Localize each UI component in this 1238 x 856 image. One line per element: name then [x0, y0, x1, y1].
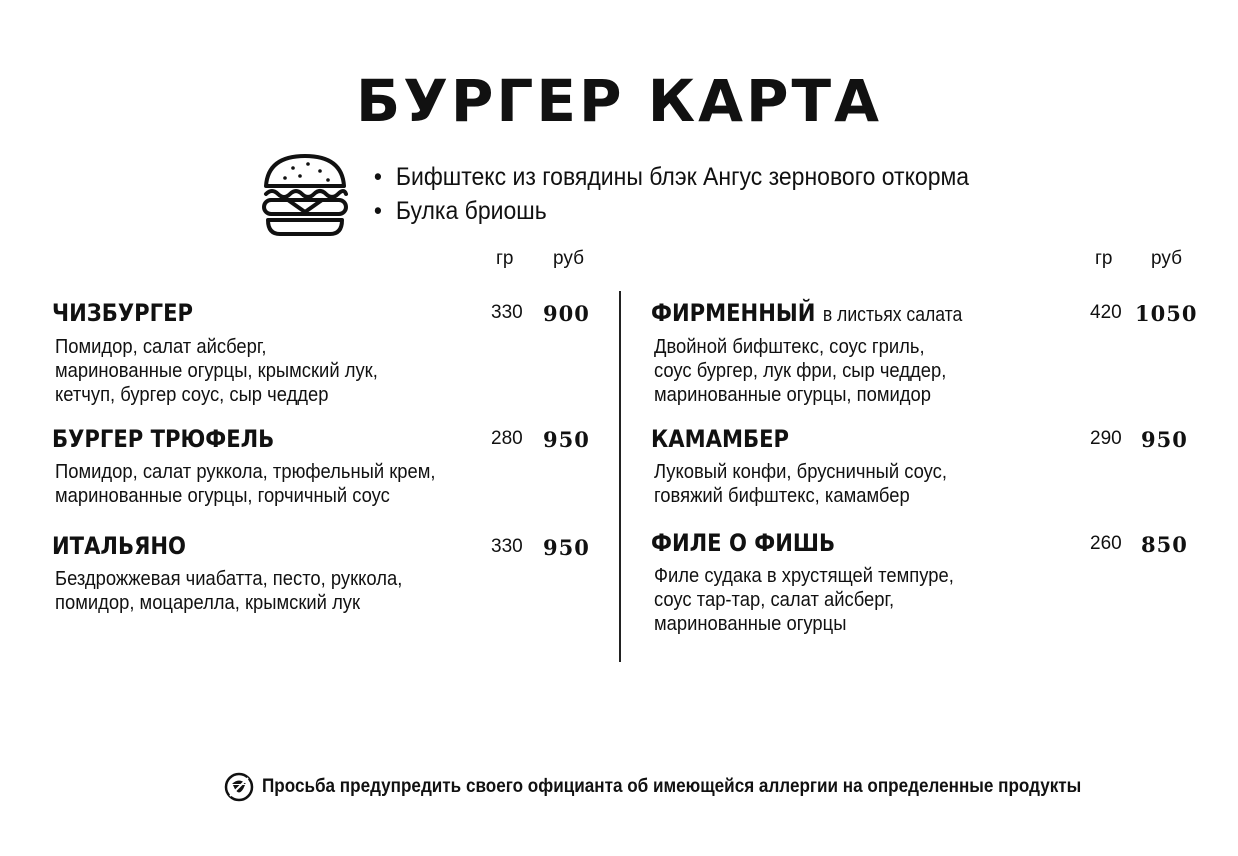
item-subtitle: в листьях салата: [822, 304, 963, 326]
item-price: 950: [543, 535, 590, 560]
item-price: 900: [543, 301, 590, 326]
weight-column-header: гр: [496, 248, 514, 269]
allergy-notice: [224, 772, 1172, 802]
item-weight: 260: [1090, 533, 1122, 554]
item-weight: 280: [491, 428, 523, 449]
item-price: 950: [1141, 427, 1188, 452]
feature-item: • Бифштекс из говядины блэк Ангус зернового откорма: [372, 160, 969, 194]
item-name: БУРГЕР ТРЮФЕЛЬ: [52, 425, 275, 453]
features-list: [372, 160, 1021, 228]
nut-icon: [224, 772, 254, 802]
item-weight: 290: [1090, 428, 1122, 449]
menu-title: БУРГЕР КАРТА: [356, 67, 882, 135]
item-description: Луковый конфи, брусничный соус, говяжий бифштекс, камамбер: [654, 461, 947, 507]
item-weight: 420: [1090, 302, 1122, 323]
item-description: Помидор, салат руккола, трюфельный крем, маринованные огурцы, горчичный соус: [55, 461, 436, 507]
feature-item: • Булка бриошь: [372, 194, 969, 228]
item-weight: 330: [491, 536, 523, 557]
burger-icon: [260, 150, 350, 240]
item-price: 1050: [1135, 301, 1198, 326]
item-name: ФИРМЕННЫЙ: [651, 299, 816, 327]
column-divider: [619, 291, 621, 662]
item-description: Двойной бифштекс, соус гриль, соус бургер, лук фри, сыр чеддер, маринованные огурцы, помидор: [654, 336, 947, 406]
item-name: ЧИЗБУРГЕР: [52, 299, 193, 327]
item-description: Филе судака в хрустящей темпуре, соус тар-тар, салат айсберг, маринованные огурцы: [654, 565, 954, 635]
item-price: 950: [543, 427, 590, 452]
item-price: 850: [1141, 532, 1188, 557]
weight-column-header: гр: [1095, 248, 1113, 269]
item-description: Помидор, салат айсберг, маринованные огурцы, крымский лук, кетчуп, бургер соус, сыр чеддер: [55, 336, 378, 406]
price-column-header: руб: [1151, 248, 1182, 269]
price-column-header: руб: [553, 248, 584, 269]
item-name-row: [651, 299, 962, 327]
item-weight: 330: [491, 302, 523, 323]
item-name: ИТАЛЬЯНО: [52, 532, 186, 560]
item-name: КАМАМБЕР: [651, 425, 789, 453]
allergy-text: Просьба предупредить своего официанта об имеющейся аллергии на определенные продукты: [262, 776, 1082, 797]
item-name: ФИЛЕ О ФИШЬ: [651, 529, 836, 557]
item-description: Бездрожжевая чиабатта, песто, руккола, помидор, моцарелла, крымский лук: [55, 568, 403, 614]
